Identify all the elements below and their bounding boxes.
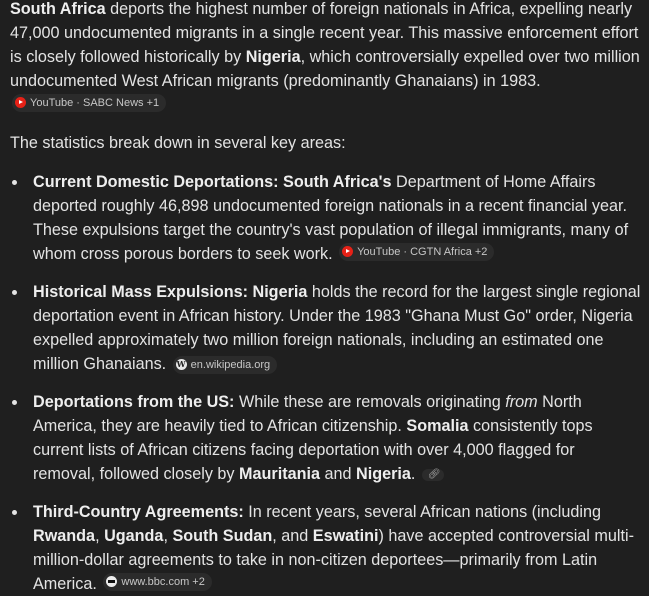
item-bold: South Africa's [278, 173, 392, 191]
item-bold: Nigeria [248, 283, 308, 301]
youtube-icon [15, 97, 26, 108]
intro-text-2: , which controversially expelled over two million undocumented West African migrants (predominantly Ghanaians) in 1983. [10, 48, 640, 90]
country-nigeria: Nigeria [245, 48, 301, 66]
intro-paragraph [0, 0, 649, 117]
source-chip-bbc[interactable] [103, 573, 211, 591]
bbc-icon [106, 576, 117, 587]
source-chip-sabc[interactable] [12, 94, 166, 112]
source-label: YouTube · CGTN Africa +2 [357, 245, 488, 258]
source-label: en.wikipedia.org [190, 358, 271, 371]
youtube-icon [342, 246, 353, 257]
item-text: and [320, 465, 357, 483]
item-text: , [163, 527, 173, 545]
source-label: www.bbc.com +2 [121, 575, 205, 588]
item-italic: from [505, 393, 538, 411]
link-icon: 🔗︎ [427, 469, 441, 480]
item-title: Current Domestic Deportations: [33, 173, 279, 191]
source-chip-wikipedia[interactable] [173, 356, 278, 374]
country-mauritania: Mauritania [239, 465, 320, 483]
source-chip-cgtn[interactable] [339, 243, 494, 261]
country-somalia: Somalia [406, 417, 469, 435]
country-nigeria: Nigeria [356, 465, 411, 483]
key-areas-list [0, 170, 649, 596]
item-text: In recent years, several African nations (including [243, 503, 601, 521]
item-text: Department of Home Affairs deported roughly 46,898 undocumented foreign nationals in a recent financial year. These expulsions target the country's vast population of illegal immigrants, many of whom cross porous borders to seek work. [33, 173, 629, 263]
item-text: , and [272, 527, 313, 545]
item-title: Historical Mass Expulsions: [33, 283, 248, 301]
item-text: . [410, 465, 420, 483]
item-title: Third-Country Agreements: [33, 503, 244, 521]
list-item [33, 500, 649, 596]
country-uganda: Uganda [104, 527, 164, 545]
lead-text: The statistics break down in several key areas: [10, 134, 346, 152]
source-label: YouTube · SABC News +1 [30, 96, 160, 109]
item-text: While these are removals originating [234, 393, 506, 411]
country-eswatini: Eswatini [312, 527, 379, 545]
country-south-sudan: South Sudan [172, 527, 273, 545]
intro-text-1: deports the highest number of foreign nationals in Africa, expelling nearly 47,000 undocumented migrants in a single recent year. This massive enforcement effort is closely followed historically by [10, 0, 639, 66]
item-text: holds the record for the largest single regional deportation event in African history. Under the 1983 "Ghana Must Go" order, Nigeria expelled approximately two million foreign nationals, including an estimated one million Ghanaians. [33, 283, 641, 373]
item-text: North America, they are heavily tied to African citizenship. [33, 393, 582, 435]
country-south-africa: South Africa [10, 0, 106, 18]
wikipedia-icon: W [176, 359, 186, 369]
list-item [33, 390, 649, 486]
list-item [33, 170, 649, 266]
country-rwanda: Rwanda [33, 527, 96, 545]
source-link-chip[interactable] [422, 469, 444, 481]
item-text: , [95, 527, 105, 545]
item-text: consistently tops current lists of African citizens facing deportation with over 4,000 flagged for removal, followed closely by [33, 417, 593, 483]
list-item [33, 280, 649, 376]
item-text: ) have accepted controversial multi-million-dollar agreements to take in non-citizen deportees—primarily from Latin America. [33, 527, 634, 593]
item-title: Deportations from the US: [33, 393, 235, 411]
